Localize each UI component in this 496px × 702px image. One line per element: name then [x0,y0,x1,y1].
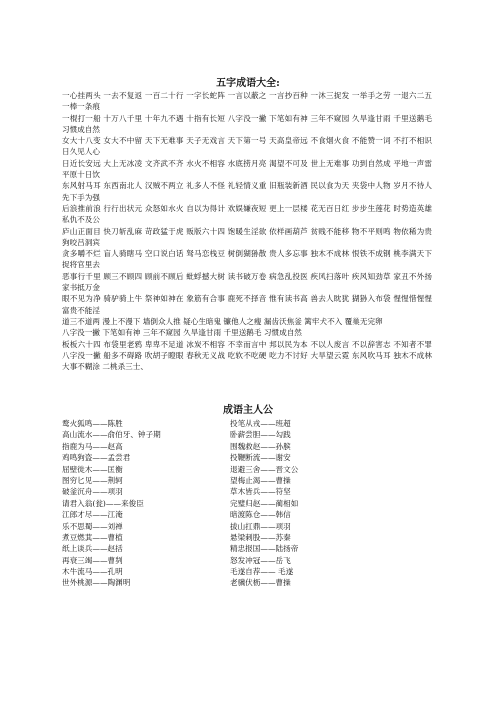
idiom-paragraph: 恶事行千里 顾三不顾四 顾前不顾后 蚍蜉撼大树 读书破万卷 病急乱投医 疾风扫落叶 疾风知劲草 家丑不外扬 家书抵万金 [62,271,432,293]
list-item [62,566,432,577]
idiom-person-left: 江郎才尽——江淹 [62,510,123,520]
idiom-person-left: 木牛流马——孔明 [62,567,123,577]
idiom-paragraph: 八字没一撇 下笔如有神 三年不窥园 久旱逢甘雨 千里送鹅毛 习惯成自然 [62,328,302,338]
list-item [62,464,432,475]
list-item [62,543,432,554]
idiom-person-left: 屈壁徙木——匡衡 [62,464,123,474]
idiom-person-right: 怒发冲冠——岳飞 [230,555,291,565]
idiom-person-left: 破釜沉舟——项羽 [62,487,123,497]
idiom-person-left: 鸡鸣狗盗——孟尝君 [62,453,131,463]
idiom-person-right: 拔山扛鼎——项羽 [230,521,291,531]
list-item [62,577,432,588]
idiom-person-left: 指鹿为马——赵高 [62,441,123,451]
section-title-idioms: 五字成语大全: [216,78,280,89]
idiom-person-right: 老骥伏枥——曹操 [230,578,291,588]
idiom-person-left: 图穷匕见——荆轲 [62,475,123,485]
idiom-person-right: 围魏救赵——孙膑 [230,441,291,451]
idiom-person-left: 世外桃源——陶渊明 [62,578,131,588]
idiom-person-left: 煮豆燃萁——曹植 [62,532,123,542]
list-item [62,475,432,486]
idiom-person-right: 草木皆兵——符坚 [230,487,291,497]
idiom-person-left: 乐不思蜀——刘禅 [62,521,123,531]
list-item [62,452,432,463]
list-item [62,532,432,543]
idiom-person-left: 高山流水——俞伯牙、钟子期 [62,430,161,440]
idiom-person-left: 再衰三竭——曹刿 [62,555,123,565]
list-item [62,429,432,440]
idiom-paragraph: 日近长安远 大上无冰凌 文齐武不齐 水火不相容 水底捞月亮 渴望不可及 世上无难事 功到自然成 平地一声雷 平原十日饮 [62,158,432,180]
idiom-paragraph: 一心挂两头 一去不复返 一百二十行 一字长蛇阵 一言以蔽之 一言抄百种 一沐三捉发 一举手之劳 一退六二五 一棒一条痕 [62,91,432,112]
list-item [62,418,432,429]
idiom-person-left: 纸上谈兵——赵括 [62,544,123,554]
idiom-paragraph: 道三不道两 漫上不漫下 墙倒众人推 疑心生暗鬼 镰他人之瘦 漏齿沃焦釜 篱牢犬不入 覆巢无完卵 [62,316,383,326]
idiom-person-right: 退避三舍——晋文公 [230,464,299,474]
idiom-paragraph: 东风射马耳 东西南北人 汉贼不两立 礼多人不怪 礼轻情义重 旧瓶装新酒 民以食为天 夹袋中人物 岁月不待人 先下手为强 [62,181,432,202]
protagonist-list [62,418,432,589]
idiom-person-right: 精忠报国——陆扬帝 [230,544,299,554]
list-item [62,498,432,509]
idiom-person-left: 鹜火狐鸣——陈胜 [62,419,123,428]
idiom-person-left: 请君入翁(瓮)——来俊臣 [62,498,144,508]
idiom-paragraph: 贪多嚼不烂 盲人骑瞎马 空口说白话 驽马恋栈豆 树倒猢狲散 贵人多忘事 独木不成林 恨铁不成钢 桃李满天下 捉将官里去 [62,249,432,270]
section-title-protagonists: 成语主人公 [223,405,273,416]
idiom-person-right: 投鞭断流——谢安 [230,453,291,463]
idiom-paragraph: 一棍打一船 十万八千里 十年九不遇 十指有长短 八字没一撇 下笔如有神 三年不窥园 久旱逢甘雨 千里送鹅毛 习惯成自然 [62,113,432,134]
list-item [62,441,432,452]
idiom-paragraph: 后浪推前浪 行行出状元 众怒如水火 自以为得计 欢娱嫌夜短 更上一层楼 花无百日红 步步生莲花 时势造英雄 私仇不及公 [62,203,432,225]
idiom-paragraph: 眼不见为净 骑驴骑上牛 祭神如神在 象筋有合事 鹿死不择音 惟有读书高 兽去人眈犹 猢狲入布袋 惺惺惜惺惺 富贵不能淫 [62,294,432,315]
list-item [62,486,432,497]
idiom-paragraph: 女大十八变 女大不中留 天下无难事 天子无戏言 天下第一号 天高皇帝远 不食烟火食 不能赞一词 不打不相识 日久见人心 [62,136,432,157]
list-item [62,509,432,520]
idiom-person-right: 暗渡陈仓——韩信 [230,510,291,520]
idiom-person-right: 卧薪尝胆——勾践 [230,430,291,440]
list-item [62,555,432,566]
idiom-paragraph: 板板六十四 布袋里老鸦 卑卑不足道 冰炭不相容 不幸而言中 邦以民为本 不以人废言 不以辞害志 不知者不罪 八字没一撇 船多不碍路 吹胡子瞪眼 春秋无义战 吃软不吃硬 吃力不讨好 大旱望云霓 东风吹马耳 独木不成林 大事不糊涂 二桃杀三士、 [62,339,432,372]
idiom-paragraph: 庐山正面目 快刀斩乱麻 苛政猛于虎 贩版六十四 饱暖生淫欲 依样画葫芦 贫贱不能移 物不平则鸣 物依稀为贵 狗咬吕洞宾 [62,226,432,247]
list-item [62,521,432,532]
idiom-person-right: 完璧归赵——蔺相如 [230,498,299,508]
idiom-person-right: 悬梁刺股——苏秦 [230,532,291,542]
idiom-person-right: 投笔从戎——班超 [230,419,291,428]
idiom-paragraphs [62,90,432,372]
idiom-person-right: 毛遂自荐—— 毛遂 [230,567,294,577]
idiom-person-right: 望梅止渴——曹操 [230,475,291,485]
